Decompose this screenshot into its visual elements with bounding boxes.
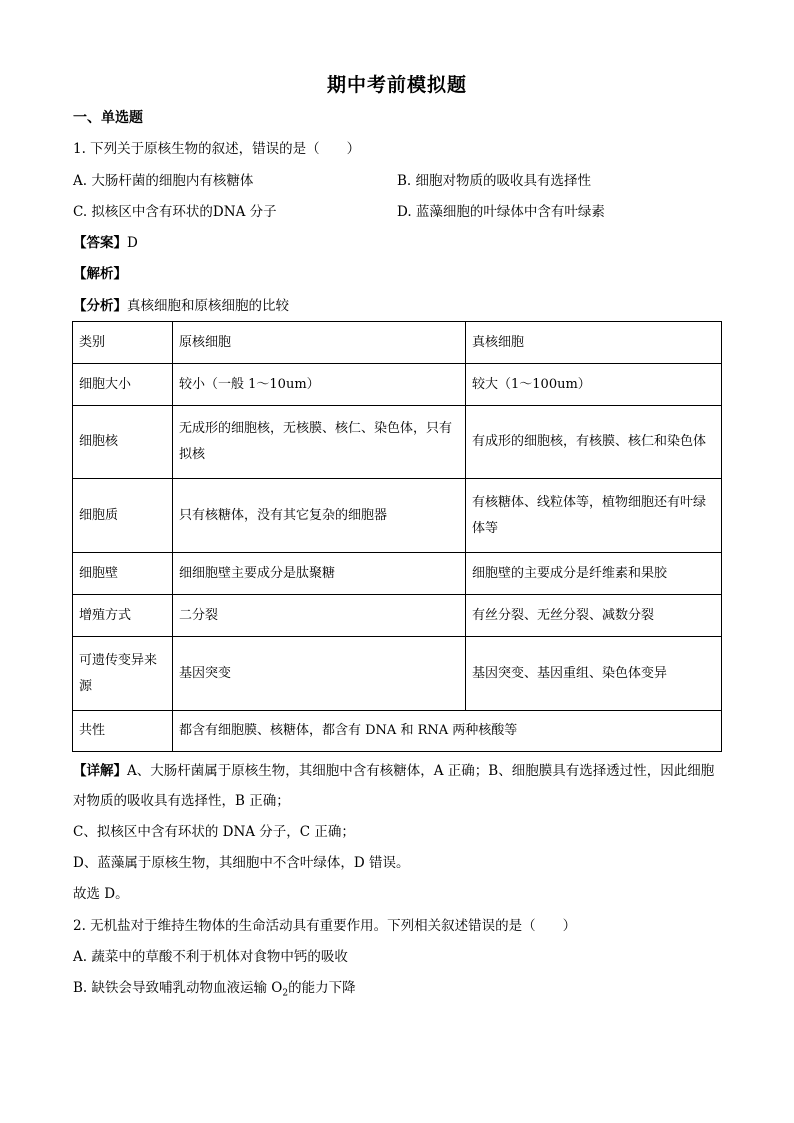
table-cell: 共性 <box>73 711 173 752</box>
q1-answer <box>73 233 138 253</box>
table-cell: 细胞壁 <box>73 553 173 595</box>
table-cell: 细胞核 <box>73 406 173 479</box>
table-row <box>73 479 722 553</box>
page-title: 期中考前模拟题 <box>326 74 467 96</box>
table-cell: 有成形的细胞核，有核膜、核仁和染色体 <box>466 406 722 479</box>
conclusion: 故选 D。 <box>73 886 129 902</box>
table-header-cell: 真核细胞 <box>466 322 722 364</box>
q2-option-a: A. 蔬菜中的草酸不利于机体对食物中钙的吸收 <box>73 949 348 965</box>
q2-option-b-text-end: 的能力下降 <box>288 980 356 996</box>
table-row <box>73 711 722 752</box>
table-cell: 可遗传变异来源 <box>73 637 173 711</box>
table-cell: 较大（1～100um） <box>466 364 722 406</box>
question-1-stem: 1. 下列关于原核生物的叙述，错误的是（ ） <box>73 141 361 157</box>
table-row <box>73 595 722 637</box>
table-cell: 细胞质 <box>73 479 173 553</box>
comparison-table <box>72 321 722 752</box>
table-row <box>73 364 722 406</box>
table-cell: 只有核糖体，没有其它复杂的细胞器 <box>173 479 466 553</box>
table-header-cell: 类别 <box>73 322 173 364</box>
table-cell: 有丝分裂、无丝分裂、减数分裂 <box>466 595 722 637</box>
table-header-cell: 原核细胞 <box>173 322 466 364</box>
table-cell: 细细胞壁主要成分是肽聚糖 <box>173 553 466 595</box>
answer-label: 【答案】 <box>73 235 127 251</box>
table-cell: 增殖方式 <box>73 595 173 637</box>
q1-option-b: B. 细胞对物质的吸收具有选择性 <box>397 173 592 189</box>
table-cell: 都含有细胞膜、核糖体，都含有 DNA 和 RNA 两种核酸等 <box>173 711 722 752</box>
table-cell: 二分裂 <box>173 595 466 637</box>
q1-option-d: D. 蓝藻细胞的叶绿体中含有叶绿素 <box>397 204 605 220</box>
detail-label: 【详解】 <box>73 763 127 779</box>
fenxi-line <box>73 296 289 316</box>
q1-option-a: A. 大肠杆菌的细胞内有核糖体 <box>73 173 254 189</box>
q2-option-b-text: B. 缺铁会导致哺乳动物血液运输 O <box>73 980 283 996</box>
table-cell: 细胞壁的主要成分是纤维素和果胶 <box>466 553 722 595</box>
table-row <box>73 637 722 711</box>
table-row <box>73 553 722 595</box>
fenxi-text: 真核细胞和原核细胞的比较 <box>127 298 289 314</box>
question-2-stem: 2. 无机盐对于维持生物体的生命活动具有重要作用。下列相关叙述错误的是（ ） <box>73 918 577 934</box>
table-cell: 基因突变 <box>173 637 466 711</box>
table-cell: 无成形的细胞核，无核膜、核仁、染色体，只有拟核 <box>173 406 466 479</box>
table-cell: 细胞大小 <box>73 364 173 406</box>
table-cell: 有核糖体、线粒体等，植物细胞还有叶绿体等 <box>466 479 722 553</box>
detail-c: C、拟核区中含有环状的 DNA 分子，C 正确； <box>73 824 355 840</box>
detail-d: D、蓝藻属于原核生物，其细胞中不含叶绿体，D 错误。 <box>73 855 410 871</box>
section-heading: 一、单选题 <box>73 110 143 126</box>
detail-text: A、大肠杆菌属于原核生物，其细胞中含有核糖体，A 正确；B、细胞膜具有选择透过性，因此细胞对物质的吸收具有选择性，B 正确； <box>73 763 715 809</box>
table-cell: 较小（一般 1～10um） <box>173 364 466 406</box>
table-cell: 基因突变、基因重组、染色体变异 <box>466 637 722 711</box>
fenxi-label: 【分析】 <box>73 298 127 314</box>
subscript: 2 <box>282 988 289 999</box>
q1-option-c: C. 拟核区中含有环状的DNA 分子 <box>73 204 277 220</box>
table-row <box>73 406 722 479</box>
analysis-label: 【解析】 <box>73 266 127 282</box>
answer-value: D <box>127 235 138 251</box>
table-header-row <box>73 322 722 364</box>
q2-option-b <box>73 978 356 1004</box>
detail-paragraph <box>73 756 723 816</box>
